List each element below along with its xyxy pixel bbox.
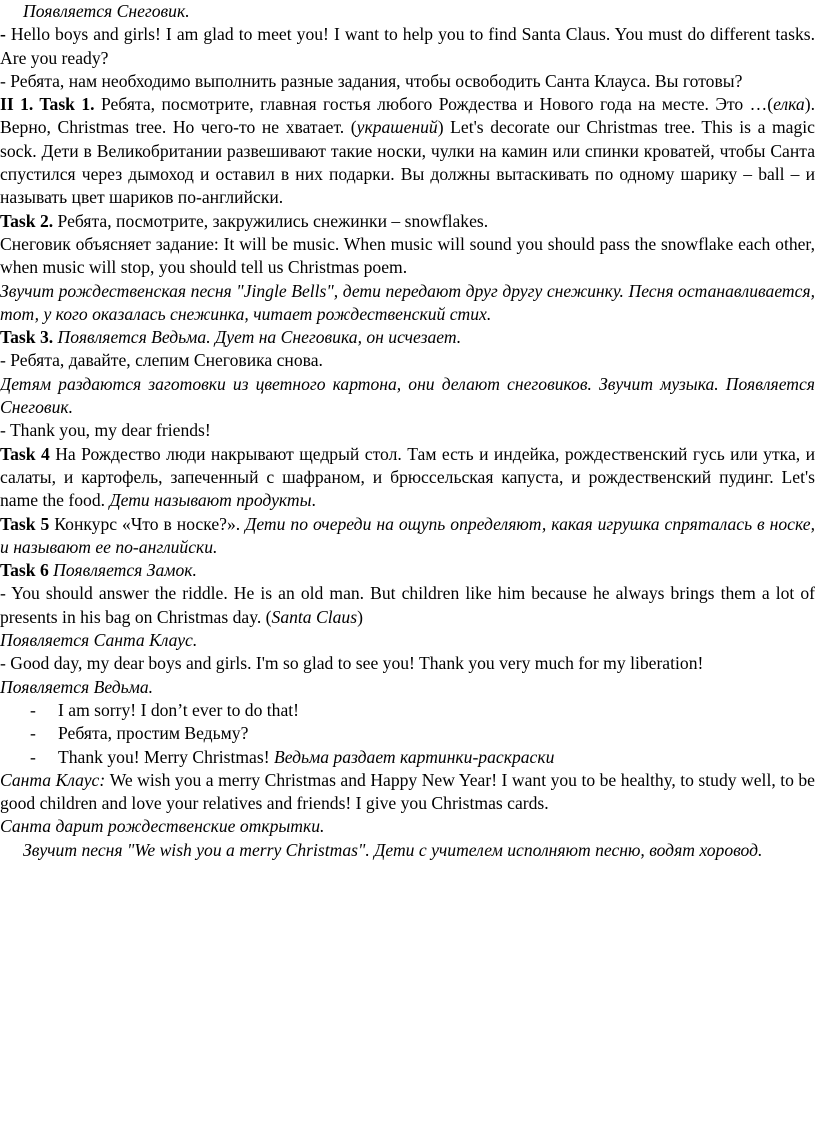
snowman-appears: Появляется Снеговик. [23,1,190,21]
list-item: - Ребята, простим Ведьму? [30,723,249,744]
task-3-line-3: Детям раздаются заготовки из цветного картона, они делают снеговиков. Звучит музыка. Появляется Снеговик. [0,373,815,418]
snowman-greeting: - Hello boys and girls! I am glad to meet you! I want to help you to find Santa Claus. You must do different tasks. Are you ready? [0,24,815,68]
santa-greeting: - Good day, my dear boys and girls. I'm so glad to see you! Thank you very much for my liberation! [0,653,704,674]
task-6-riddle: - You should answer the riddle. He is an old man. But children like him because he always brings them a lot of presents in his bag on Christmas day. (Santa Claus) [0,583,815,627]
santa-label: Санта Клаус: [0,769,106,790]
list-item: - Thank you! Merry Christmas! Ведьма раздает картинки-раскраски [30,746,555,767]
task-5: Task 5 Конкурс «Что в носке?». Дети по очереди на ощупь определяют, какая игрушка спряталась в носке, и называют ее по-английски. [0,513,815,557]
task-2-song: Звучит рождественская песня "Jingle Bells", дети передают друг другу снежинку. Песня останавливается, тот, у кого оказалась снежинка, читает рождественский стих. [0,280,815,324]
task-2-label: Task 2. [0,210,54,231]
task-3-line-4: - Thank you, my dear friends! [0,420,211,441]
task-6: Task 6 Появляется Замок. [0,560,197,581]
santa-wish: Санта Клаус: We wish you a merry Christmas and Happy New Year! I want you to be healthy, to study well, to be good children and love your relatives and friends! I give you Christmas cards. [0,769,815,814]
list-item: - I am sorry! I don’t ever to do that! [30,699,300,720]
task-1-label: II 1. Task 1. [0,94,95,115]
santa-appears: Появляется Санта Клаус. [0,630,198,651]
task-6-label: Task 6 [0,560,49,581]
santa-gives-cards: Санта дарит рождественские открытки. [0,816,325,837]
witch-appears: Появляется Ведьма. [0,676,154,697]
task-3-label: Task 3. [0,327,54,348]
task-2: Task 2. Ребята, посмотрите, закружились снежинки – snowflakes. [0,210,489,231]
task-3-line-2: - Ребята, давайте, слепим Снеговика снова. [0,350,323,371]
final-song: Звучит песня "We wish you a merry Christmas". Дети с учителем исполняют песню, водят хоровод. [23,839,763,860]
children-question: - Ребята, нам необходимо выполнить разные задания, чтобы освободить Санта Клауса. Вы готовы? [0,70,743,91]
task-4-label: Task 4 [0,443,50,464]
task-4: Task 4 На Рождество люди накрывают щедрый стол. Там есть и индейка, рождественский гусь или утка, и салаты, и картофель, запеченный с шафраном, и брюссельская капуста, и рождественский пудинг. Let's name the food. Дети называют продукты. [0,443,815,511]
task-3: Task 3. Появляется Ведьма. Дует на Снеговика, он исчезает. [0,327,462,348]
task-1: II 1. Task 1. Ребята, посмотрите, главная гостья любого Рождества и Нового года на месте. Это …(елка). Верно, Christmas tree. Но чего-то не хватает. (украшений) Let's decorate our Christmas tree. This is a magic sock. Дети в Великобритании развешивают такие носки, чулки на камин или спинки кроватей, чтобы Санта спустился через дымоход и оставил в них подарки. Вы должны вытаскивать по одному шарику – ball – и называть цвет шариков по-английски. [0,94,815,208]
task-5-label: Task 5 [0,513,50,534]
task-2-explanation: Снеговик объясняет задание: It will be music. When music will sound you should pass the snowflake each other, when music will stop, you should tell us Christmas poem. [0,233,815,278]
